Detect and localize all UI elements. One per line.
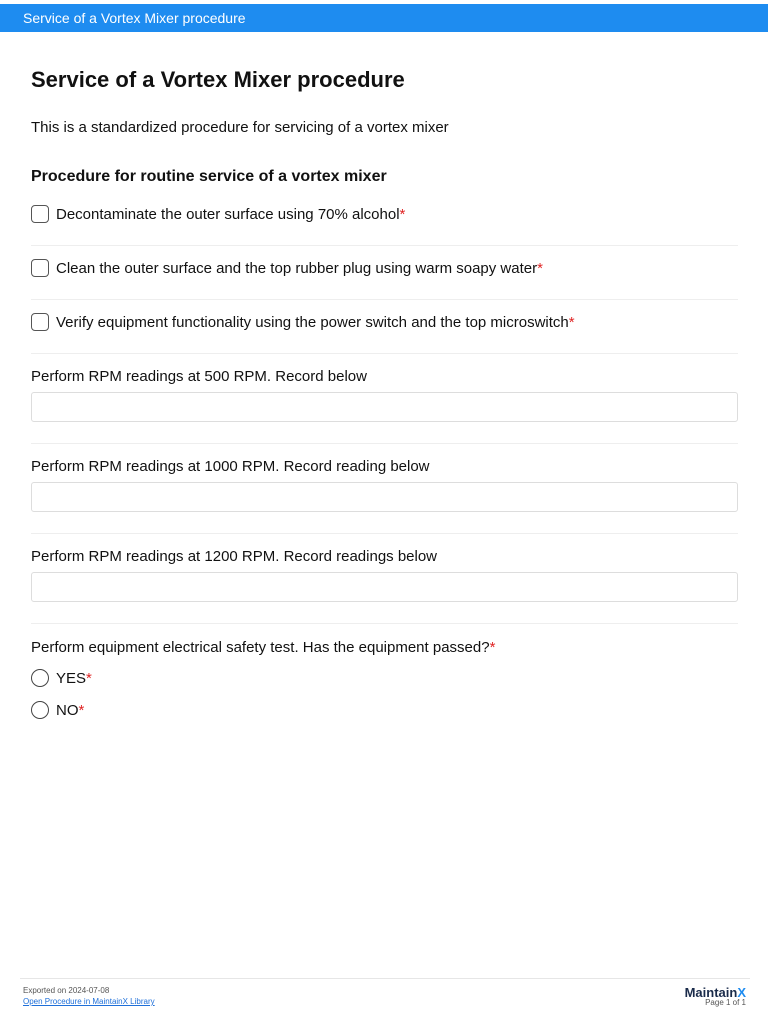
safety-question-label: Perform equipment electrical safety test. Has the equipment passed?* [31, 639, 496, 656]
required-asterisk: * [489, 639, 496, 656]
required-asterisk: * [568, 313, 575, 331]
radio-button[interactable] [31, 701, 49, 719]
divider [31, 443, 738, 444]
maintainx-logo: MaintainX [684, 985, 746, 1000]
checkbox[interactable] [31, 205, 49, 223]
page-number: Page 1 of 1 [705, 998, 746, 1007]
radio-option-label: NO* [56, 701, 85, 719]
export-date: Exported on 2024-07-08 [23, 986, 110, 995]
radio-option-label: YES* [56, 669, 92, 687]
checkbox[interactable] [31, 259, 49, 277]
header-bar-title: Service of a Vortex Mixer procedure [23, 10, 246, 26]
required-asterisk: * [78, 701, 85, 719]
radio-button[interactable] [31, 669, 49, 687]
checklist-item-label: Decontaminate the outer surface using 70% alcohol* [56, 205, 406, 223]
checklist-item-decontaminate[interactable] [31, 202, 738, 226]
required-asterisk: * [86, 669, 92, 687]
divider [31, 533, 738, 534]
radio-option-yes[interactable] [31, 667, 92, 689]
page-title: Service of a Vortex Mixer procedure [31, 67, 405, 92]
radio-option-no[interactable] [31, 699, 84, 721]
rpm-500-input[interactable] [31, 392, 738, 422]
checklist-item-label: Verify equipment functionality using the power switch and the top microswitch* [56, 313, 575, 331]
procedure-description: This is a standardized procedure for servicing of a vortex mixer [31, 119, 449, 136]
footer-divider [20, 978, 750, 979]
required-asterisk: * [399, 205, 406, 223]
rpm-1200-input[interactable] [31, 572, 738, 602]
checkbox[interactable] [31, 313, 49, 331]
divider [31, 299, 738, 300]
divider [31, 245, 738, 246]
open-procedure-link[interactable]: Open Procedure in MaintainX Library [23, 997, 155, 1006]
checklist-item-clean[interactable] [31, 256, 738, 280]
rpm-500-label: Perform RPM readings at 500 RPM. Record below [31, 368, 367, 385]
rpm-1000-input[interactable] [31, 482, 738, 512]
checklist-item-label: Clean the outer surface and the top rubber plug using warm soapy water* [56, 259, 543, 277]
required-asterisk: * [537, 259, 543, 277]
section-heading: Procedure for routine service of a vortex mixer [31, 168, 387, 185]
rpm-1000-label: Perform RPM readings at 1000 RPM. Record reading below [31, 458, 430, 475]
checklist-item-verify[interactable] [31, 310, 738, 334]
divider [31, 623, 738, 624]
divider [31, 353, 738, 354]
header-bar [0, 4, 768, 32]
rpm-1200-label: Perform RPM readings at 1200 RPM. Record readings below [31, 548, 438, 565]
